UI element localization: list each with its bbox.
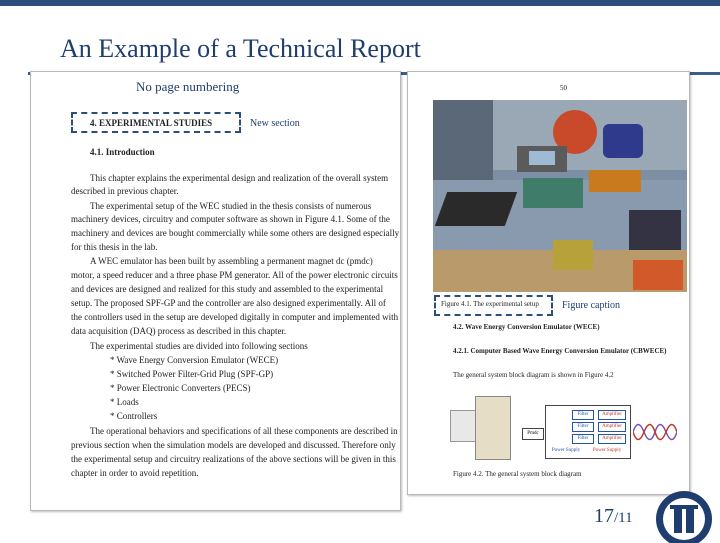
body-line: The operational behaviors and specifications of all these components are described in — [90, 426, 398, 436]
filter-block: Filter — [572, 422, 594, 432]
annotation-figure-caption: Figure caption — [562, 300, 621, 311]
power-supply-label: Power Supply — [592, 448, 622, 453]
bullet-item: * Loads — [110, 397, 139, 407]
bullet-label: Switched Power Filter-Grid Plug (SPF-GP) — [116, 369, 274, 379]
body-line: A WEC emulator has been built by assembling a permanent magnet dc (pmdc) — [90, 256, 373, 266]
page-marker: 50 — [560, 84, 567, 92]
body-line: The experimental studies are divided into following sections — [90, 341, 308, 351]
university-logo — [652, 487, 716, 543]
bullet-label: Power Electronic Converters (PECS) — [116, 383, 251, 393]
page-separator: / — [614, 510, 619, 526]
right-heading-1: 4.2. Wave Energy Conversion Emulator (WECE) — [453, 323, 600, 331]
annotation-new-section: New section — [250, 118, 300, 129]
filter-block: Filter — [572, 434, 594, 444]
body-line: previous section when the simulation models are developed and discussed. Therefore only — [71, 440, 396, 450]
body-line: the controllers used in the setup are developed digitally in computer and implemented with — [71, 312, 399, 322]
amplifier-block: Amplifier — [598, 422, 626, 432]
bullet-label: Wave Energy Conversion Emulator (WECE) — [116, 355, 279, 365]
section-heading: 4.1. Introduction — [90, 147, 155, 157]
body-line: The experimental setup of the WEC studied in the thesis consists of numerous — [90, 201, 372, 211]
body-line: data acquisition (DAQ) process as described in this chapter. — [71, 326, 287, 336]
body-line: the experimental setup and circuitry realizations of the above sections will be given in this — [71, 454, 396, 464]
page-total: 11 — [618, 510, 633, 526]
body-line: setup. The proposed SPF-GP and the controller are also designed experimentally. All of — [71, 298, 386, 308]
annotation-no-page-numbering: No page numbering — [136, 79, 240, 94]
body-line: machinery devices, circuitry and computer software as shown in Figure 4.1. Some of the — [71, 214, 390, 224]
chapter-heading: 4. EXPERIMENTAL STUDIES — [90, 118, 213, 128]
body-line: described in previous chapter. — [71, 186, 179, 196]
body-line: motor, a speed reducer and a three phase PM generator. All of the power electronic circuits — [71, 270, 398, 280]
filter-block: Filter — [572, 410, 594, 420]
computer-tower-icon — [475, 396, 511, 460]
bullet-item: * Wave Energy Conversion Emulator (WECE) — [110, 355, 279, 365]
slide-page-number — [594, 505, 633, 528]
body-line: chapter in order to avoid repetition. — [71, 468, 199, 478]
figure-2-caption: Figure 4.2. The general system block diagram — [453, 470, 582, 478]
power-supply-label: Power Supply — [551, 448, 581, 453]
filter-amplifier-panel — [545, 405, 631, 459]
body-line: for this thesis in the lab. — [71, 242, 158, 252]
pmdc-block: Pmdc — [522, 428, 544, 440]
bullet-item: * Switched Power Filter-Grid Plug (SPF-GP) — [110, 369, 274, 379]
slide-title: An Example of a Technical Report — [60, 34, 421, 63]
bullet-item: * Power Electronic Converters (PECS) — [110, 383, 251, 393]
body-line: and devices are designed and realized for this study and assembled to the experimental — [71, 284, 384, 294]
waveform-icon — [633, 417, 677, 447]
amplifier-block: Amplifier — [598, 410, 626, 420]
right-heading-2: 4.2.1. Computer Based Wave Energy Conversion Emulator (CBWECE) — [453, 347, 667, 355]
amplifier-block: Amplifier — [598, 434, 626, 444]
top-bar — [0, 0, 720, 6]
bullet-label: Controllers — [116, 411, 158, 421]
body-line: This chapter explains the experimental design and realization of the overall system — [90, 173, 389, 183]
experimental-setup-photo — [433, 100, 687, 292]
body-line: machinery and devices are bought commercially while some others are designed especially — [71, 228, 400, 238]
page-current: 17 — [594, 505, 614, 527]
bullet-label: Loads — [116, 397, 139, 407]
bullet-item: * Controllers — [110, 411, 158, 421]
right-body: The general system block diagram is shown in Figure 4.2 — [453, 371, 614, 379]
figure-1-caption: Figure 4.1. The experimental setup — [441, 300, 539, 308]
